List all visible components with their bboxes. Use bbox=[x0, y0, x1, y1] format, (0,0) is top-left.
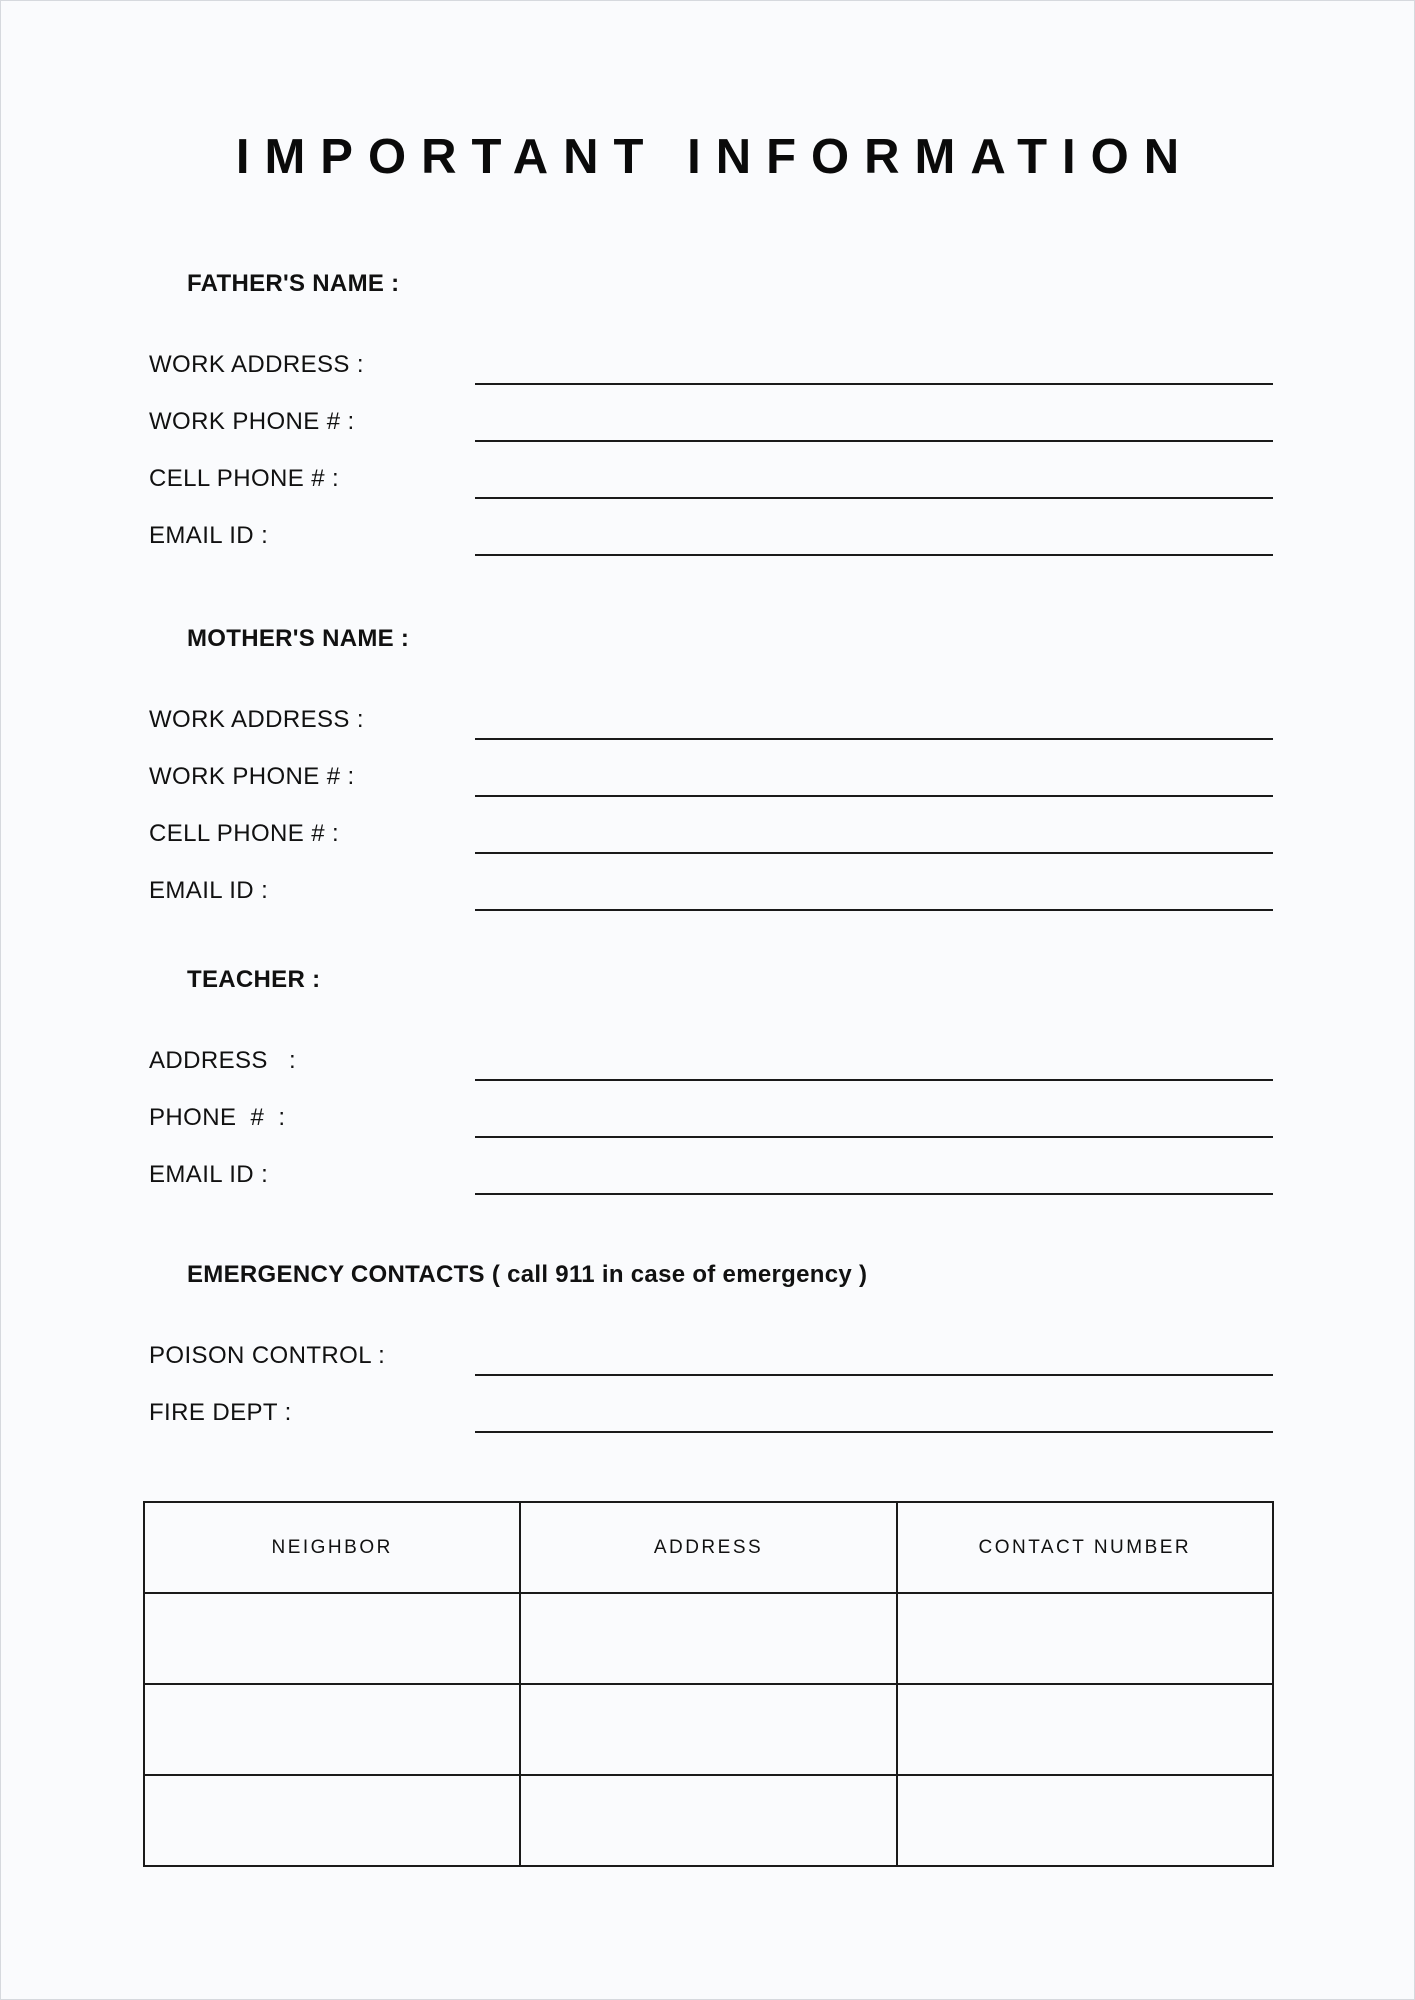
field-label: WORK PHONE # : bbox=[149, 408, 355, 435]
field-label: CELL PHONE # : bbox=[149, 820, 340, 847]
father-section-heading: FATHER'S NAME : bbox=[187, 270, 400, 297]
mother-work-phone-field[interactable] bbox=[475, 763, 1273, 795]
teacher-email-field[interactable] bbox=[475, 1161, 1273, 1193]
table-header-row bbox=[144, 1502, 1273, 1593]
column-header-address: ADDRESS bbox=[520, 1502, 896, 1593]
field-label: POISON CONTROL : bbox=[149, 1342, 386, 1369]
mother-email-field[interactable] bbox=[475, 877, 1273, 909]
underline bbox=[475, 497, 1273, 499]
fire-dept-row bbox=[149, 1399, 1273, 1459]
underline bbox=[475, 795, 1273, 797]
table-cell[interactable] bbox=[144, 1593, 520, 1684]
column-header-neighbor: NEIGHBOR bbox=[144, 1502, 520, 1593]
neighbors-table bbox=[143, 1501, 1274, 1867]
underline bbox=[475, 1193, 1273, 1195]
father-cell-phone-field[interactable] bbox=[475, 465, 1273, 497]
table-cell[interactable] bbox=[897, 1593, 1273, 1684]
table-row bbox=[144, 1775, 1273, 1866]
teacher-email-row bbox=[149, 1161, 1273, 1221]
field-label: EMAIL ID : bbox=[149, 1161, 269, 1188]
poison-control-row bbox=[149, 1342, 1273, 1402]
mother-work-phone-row bbox=[149, 763, 1273, 823]
field-label: WORK PHONE # : bbox=[149, 763, 355, 790]
mother-work-address-field[interactable] bbox=[475, 706, 1273, 738]
field-label: EMAIL ID : bbox=[149, 877, 269, 904]
mother-section-heading: MOTHER'S NAME : bbox=[187, 625, 410, 652]
teacher-section-heading: TEACHER : bbox=[187, 966, 321, 993]
father-cell-phone-row bbox=[149, 465, 1273, 525]
father-work-address-row bbox=[149, 351, 1273, 411]
table-row bbox=[144, 1684, 1273, 1775]
father-work-address-field[interactable] bbox=[475, 351, 1273, 383]
table-cell[interactable] bbox=[144, 1684, 520, 1775]
teacher-address-row bbox=[149, 1047, 1273, 1107]
emergency-section-heading: EMERGENCY CONTACTS ( call 911 in case of emergency ) bbox=[187, 1261, 868, 1288]
underline bbox=[475, 1374, 1273, 1376]
father-email-field[interactable] bbox=[475, 522, 1273, 554]
field-label: WORK ADDRESS : bbox=[149, 706, 364, 733]
underline bbox=[475, 738, 1273, 740]
underline bbox=[475, 852, 1273, 854]
table-cell[interactable] bbox=[897, 1775, 1273, 1866]
underline bbox=[475, 1431, 1273, 1433]
table-cell[interactable] bbox=[897, 1684, 1273, 1775]
field-label: ADDRESS : bbox=[149, 1047, 297, 1074]
underline bbox=[475, 440, 1273, 442]
fire-dept-field[interactable] bbox=[475, 1399, 1273, 1431]
mother-cell-phone-field[interactable] bbox=[475, 820, 1273, 852]
underline bbox=[475, 909, 1273, 911]
teacher-phone-field[interactable] bbox=[475, 1104, 1273, 1136]
underline bbox=[475, 383, 1273, 385]
poison-control-field[interactable] bbox=[475, 1342, 1273, 1374]
mother-email-row bbox=[149, 877, 1273, 937]
field-label: FIRE DEPT : bbox=[149, 1399, 292, 1426]
table-cell[interactable] bbox=[520, 1684, 896, 1775]
column-header-contact-number: CONTACT NUMBER bbox=[897, 1502, 1273, 1593]
table-row bbox=[144, 1593, 1273, 1684]
underline bbox=[475, 1136, 1273, 1138]
table-cell[interactable] bbox=[520, 1593, 896, 1684]
father-email-row bbox=[149, 522, 1273, 582]
field-label: CELL PHONE # : bbox=[149, 465, 340, 492]
father-work-phone-field[interactable] bbox=[475, 408, 1273, 440]
teacher-phone-row bbox=[149, 1104, 1273, 1164]
field-label: EMAIL ID : bbox=[149, 522, 269, 549]
teacher-address-field[interactable] bbox=[475, 1047, 1273, 1079]
underline bbox=[475, 554, 1273, 556]
table-cell[interactable] bbox=[144, 1775, 520, 1866]
mother-work-address-row bbox=[149, 706, 1273, 766]
mother-cell-phone-row bbox=[149, 820, 1273, 880]
field-label: PHONE # : bbox=[149, 1104, 286, 1131]
page-title: IMPORTANT INFORMATION bbox=[235, 130, 1195, 184]
father-work-phone-row bbox=[149, 408, 1273, 468]
underline bbox=[475, 1079, 1273, 1081]
table-cell[interactable] bbox=[520, 1775, 896, 1866]
field-label: WORK ADDRESS : bbox=[149, 351, 364, 378]
